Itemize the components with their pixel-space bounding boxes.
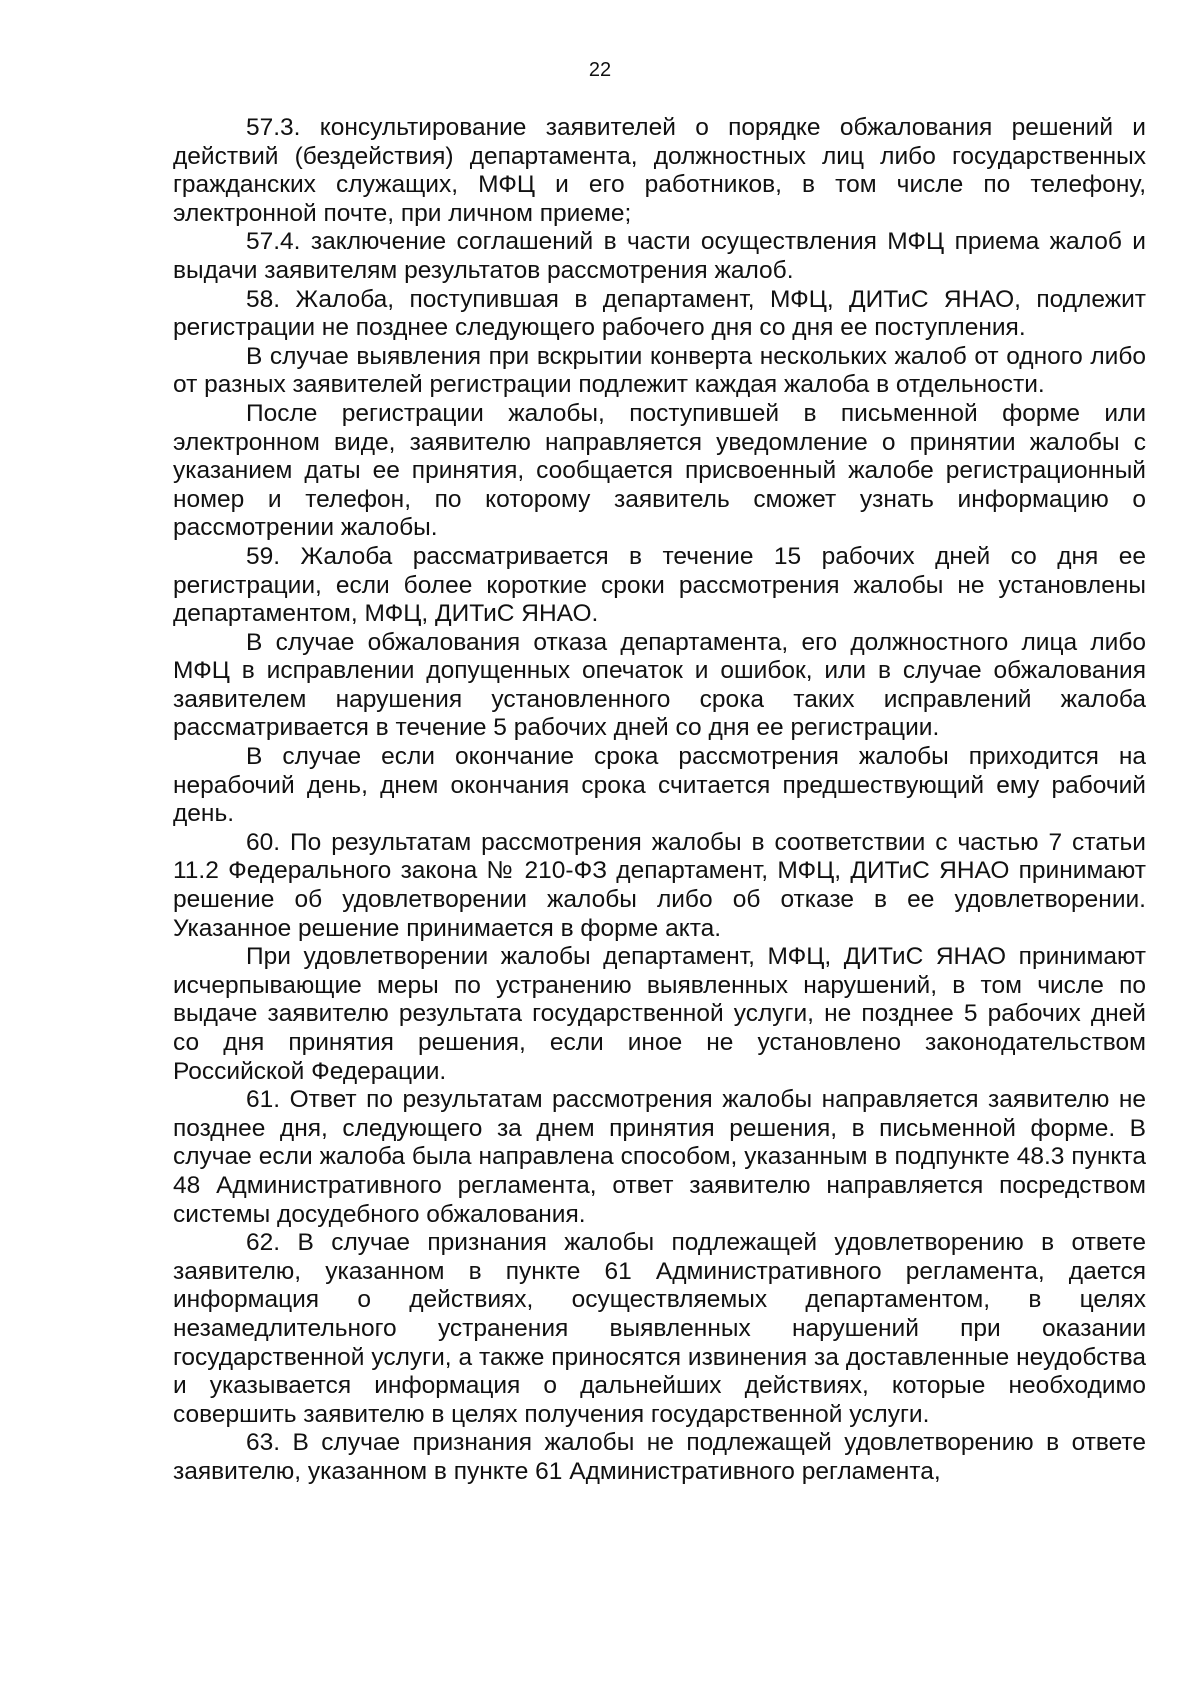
paragraph-61: 61. Ответ по результатам рассмотрения жалобы направляется заявителю не позднее дня, следующего за днем принятия решения, в письменной форме. В случае если жалоба была направлена способом, указанным в подпункте 48.3 пункта 48 Административного регламента, ответ заявителю направляется посредством системы досудебного обжалования.	[173, 1086, 1146, 1228]
paragraph-57-3: 57.3. консультирование заявителей о порядке обжалования решений и действий (бездействия) департамента, должностных лиц либо государственных гражданских служащих, МФЦ и его работников, в том числе по телефону, электронной почте, при личном приеме;	[173, 114, 1146, 227]
paragraph-60-satisfaction: При удовлетворении жалобы департамент, МФЦ, ДИТиС ЯНАО принимают исчерпывающие меры по устранению выявленных нарушений, в том числе по выдаче заявителю результата государственной услуги, не позднее 5 рабочих дней со дня принятия решения, если иное не установлено законодательством Российской Федерации.	[173, 943, 1146, 1085]
paragraph-57-4: 57.4. заключение соглашений в части осуществления МФЦ приема жалоб и выдачи заявителям результатов рассмотрения жалоб.	[173, 228, 1146, 284]
paragraph-63: 63. В случае признания жалобы не подлежащей удовлетворению в ответе заявителю, указанном в пункте 61 Административного регламента,	[173, 1429, 1146, 1485]
document-body	[173, 114, 1146, 1487]
paragraph-58-registration-notice: После регистрации жалобы, поступившей в письменной форме или электронном виде, заявителю направляется уведомление о принятии жалобы с указанием даты ее принятия, сообщается присвоенный жалобе регистрационный номер и телефон, по которому заявитель сможет узнать информацию о рассмотрении жалобы.	[173, 399, 1146, 542]
paragraph-59: 59. Жалоба рассматривается в течение 15 рабочих дней со дня ее регистрации, если более короткие сроки рассмотрения жалобы не установлены департаментом, МФЦ, ДИТиС ЯНАО.	[173, 542, 1146, 628]
paragraph-58: 58. Жалоба, поступившая в департамент, МФЦ, ДИТиС ЯНАО, подлежит регистрации не позднее следующего рабочего дня со дня ее поступления.	[173, 285, 1146, 342]
page-number: 22	[588, 59, 612, 81]
paragraph-59-corrections: В случае обжалования отказа департамента, его должностного лица либо МФЦ в исправлении допущенных опечаток и ошибок, или в случае обжалования заявителем нарушения установленного срока таких исправлений жалоба рассматривается в течение 5 рабочих дней со дня ее регистрации.	[173, 628, 1146, 742]
paragraph-59-nonworking-day: В случае если окончание срока рассмотрения жалобы приходится на нерабочий день, днем окончания срока считается предшествующий ему рабочий день.	[173, 743, 1146, 828]
paragraph-58-multiple-complaints: В случае выявления при вскрытии конверта нескольких жалоб от одного либо от разных заявителей регистрации подлежит каждая жалоба в отдельности.	[173, 342, 1146, 399]
paragraph-60: 60. По результатам рассмотрения жалобы в соответствии с частью 7 статьи 11.2 Федерального закона № 210-ФЗ департамент, МФЦ, ДИТиС ЯНАО принимают решение об удовлетворении жалобы либо об отказе в ее удовлетворении. Указанное решение принимается в форме акта.	[173, 828, 1146, 942]
paragraph-62: 62. В случае признания жалобы подлежащей удовлетворению в ответе заявителю, указанном в пункте 61 Административного регламента, дается информация о действиях, осуществляемых департаментом, в целях незамедлительного устранения выявленных нарушений при оказании государственной услуги, а также приносятся извинения за доставленные неудобства и указывается информация о дальнейших действиях, которые необходимо совершить заявителю в целях получения государственной услуги.	[173, 1229, 1146, 1428]
